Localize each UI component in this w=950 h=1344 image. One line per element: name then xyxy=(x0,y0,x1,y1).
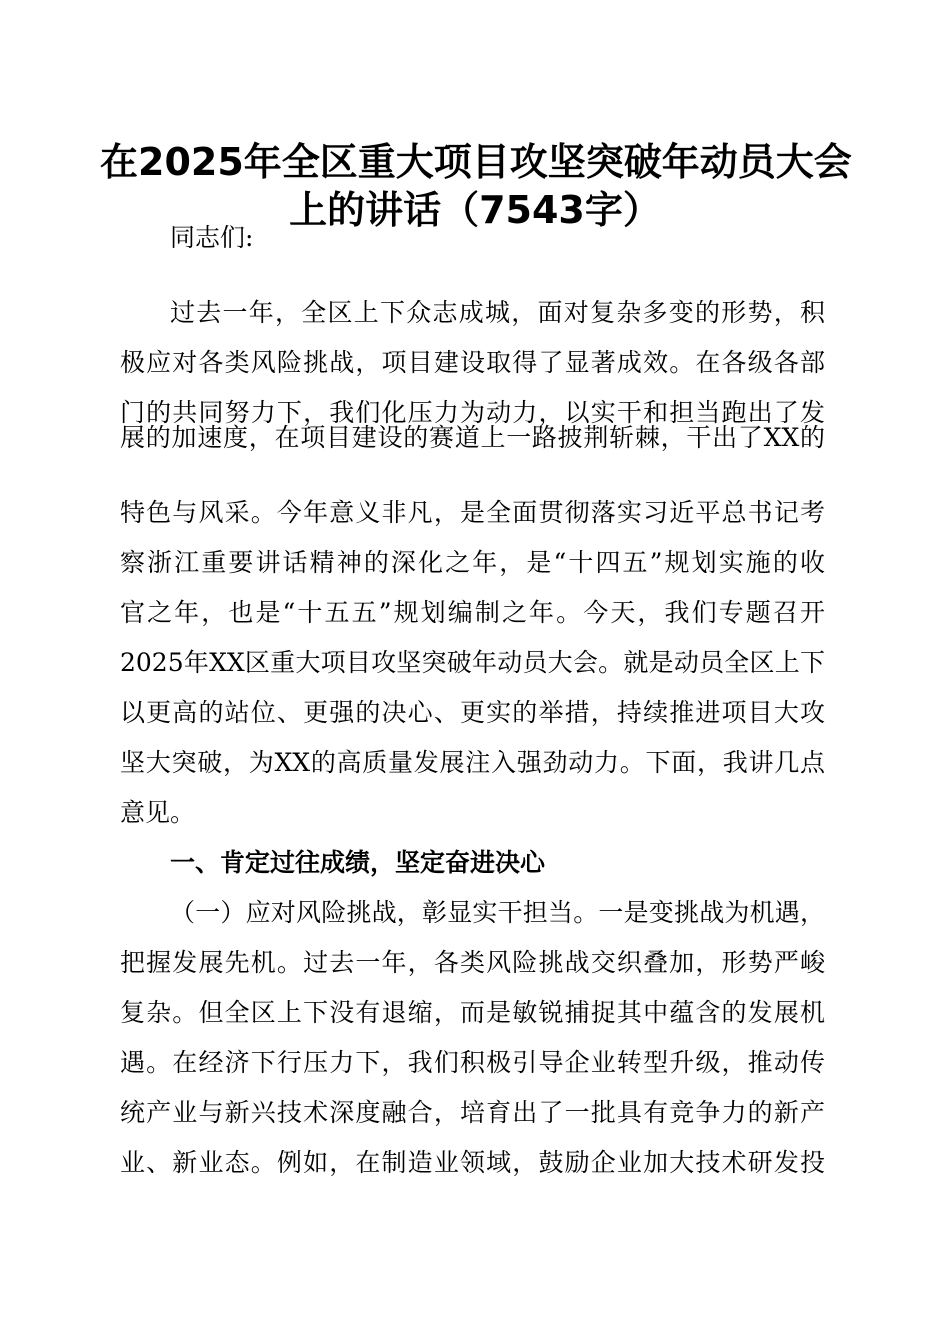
intro-paragraph-line: 察浙江重要讲话精神的深化之年，是“十四五”规划实施的收 xyxy=(120,548,825,577)
intro-paragraph-line: 以更高的站位、更强的决心、更实的举措，持续推进项目大攻 xyxy=(120,698,825,727)
intro-paragraph-line: 意见。 xyxy=(120,798,196,827)
intro-paragraph-line: 特色与风采。今年意义非凡，是全面贯彻落实习近平总书记考 xyxy=(120,498,825,527)
document-title-line-2: 上的讲话（7543字） xyxy=(289,188,661,232)
subsection-paragraph-line: 把握发展先机。过去一年，各类风险挑战交织叠加，形势严峻 xyxy=(120,948,825,977)
intro-paragraph-line: 官之年，也是“十五五”规划编制之年。今天，我们专题召开 xyxy=(120,598,825,627)
intro-paragraph-line: 展的加速度，在项目建设的赛道上一路披荆斩棘，干出了XX的 xyxy=(120,423,825,452)
intro-paragraph-line: 过去一年，全区上下众志成城，面对复杂多变的形势，积 xyxy=(170,298,825,327)
salutation: 同志们: xyxy=(170,223,254,252)
subsection-paragraph-line: （一）应对风险挑战，彰显实干担当。一是变挑战为机遇， xyxy=(170,898,825,927)
subsection-paragraph-line: 遇。在经济下行压力下，我们积极引导企业转型升级，推动传 xyxy=(120,1048,825,1077)
intro-paragraph-line: 门的共同努力下，我们化压力为动力，以实干和担当跑出了发 xyxy=(120,398,825,427)
document-title-line-1: 在2025年全区重大项目攻坚突破年动员大会 xyxy=(100,140,852,184)
subsection-paragraph-line: 统产业与新兴技术深度融合，培育出了一批具有竞争力的新产 xyxy=(120,1098,825,1127)
subsection-paragraph-line: 复杂。但全区上下没有退缩，而是敏锐捕捉其中蕴含的发展机 xyxy=(120,998,825,1027)
intro-paragraph-line: 坚大突破，为XX的高质量发展注入强劲动力。下面，我讲几点 xyxy=(120,748,825,777)
intro-paragraph-line: 极应对各类风险挑战，项目建设取得了显著成效。在各级各部 xyxy=(120,348,825,377)
subsection-paragraph-line: 业、新业态。例如，在制造业领域，鼓励企业加大技术研发投 xyxy=(120,1148,825,1177)
section-heading: 一、肯定过往成绩，坚定奋进决心 xyxy=(170,848,546,877)
intro-paragraph-line: 2025年XX区重大项目攻坚突破年动员大会。就是动员全区上下 xyxy=(120,648,825,677)
